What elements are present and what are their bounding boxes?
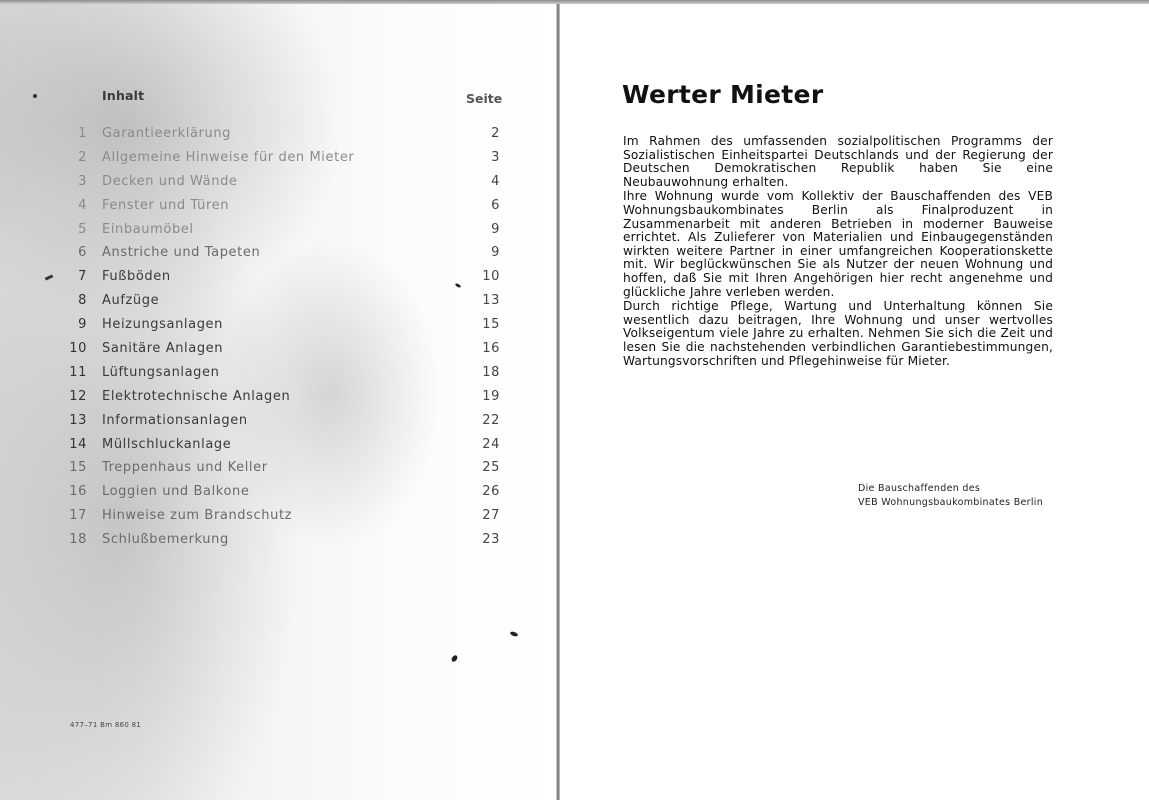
toc-entry-number: 10 — [69, 341, 87, 357]
signature-block — [858, 482, 1043, 509]
toc-entry — [0, 265, 558, 289]
toc-entry-page: 23 — [482, 532, 500, 548]
toc-entry-page: 13 — [482, 293, 500, 309]
toc-entry — [0, 122, 558, 146]
page-heading: Werter Mieter — [622, 80, 824, 109]
toc-entry-number: 17 — [69, 508, 87, 524]
toc-entry-label: Informationsanlagen — [102, 412, 248, 428]
toc-entry-label: Decken und Wände — [102, 173, 238, 189]
toc-entry-label: Allgemeine Hinweise für den Mieter — [102, 149, 355, 165]
toc-entry-page: 9 — [491, 245, 500, 261]
toc-entry — [0, 361, 558, 385]
toc-entry-label: Heizungsanlagen — [102, 317, 223, 333]
toc-entry-number: 2 — [78, 149, 87, 165]
toc-entry-label: Loggien und Balkone — [102, 484, 250, 500]
toc-entry-label: Müllschluckanlage — [102, 436, 232, 452]
toc-entry-label: Anstriche und Tapeten — [102, 245, 261, 261]
toc-entry-label: Lüftungsanlagen — [102, 364, 220, 380]
paragraph: Im Rahmen des umfassenden sozialpolitischen Programms der Sozialistischen Einheitspartei Deutschlands und der Regierung der Deutschen Demokratischen Republik haben Sie eine Neubauwohnung erhalten. — [623, 134, 1053, 189]
toc-entry — [0, 385, 558, 409]
signature-line: Die Bauschaffenden des — [858, 483, 981, 494]
toc-entry-number: 15 — [69, 460, 87, 476]
right-page-letter — [560, 4, 1149, 800]
speck-mark — [510, 631, 519, 637]
toc-entry-page: 2 — [491, 126, 500, 141]
toc-entry-label: Schlußbemerkung — [102, 532, 229, 548]
left-page-table-of-contents — [0, 4, 558, 800]
toc-entry — [0, 170, 558, 194]
paragraph: Ihre Wohnung wurde vom Kollektiv der Bauschaffenden des VEB Wohnungsbaukombinates Berlin als Finalproduzent in Zusammenarbeit mit anderen Betrieben in moderner Bauweise errichtet. Als Zulieferer von Materialien und Einbaugegenständen wirkten weitere Partner in einer umfangreichen Kooperationskette mit. Wir beglückwünschen Sie als Nutzer der neuen Wohnung und hoffen, daß Sie mit Ihren Angehörigen hier recht angenehme und glückliche Jahre verleben werden. — [623, 189, 1053, 299]
toc-list — [0, 122, 558, 552]
toc-entry-page: 15 — [482, 317, 500, 333]
toc-entry-number: 16 — [69, 484, 87, 500]
toc-entry-page: 6 — [491, 197, 500, 213]
toc-entry-number: 14 — [69, 436, 87, 452]
toc-entry — [0, 456, 558, 480]
toc-title: Inhalt — [102, 88, 145, 103]
toc-entry — [0, 337, 558, 361]
toc-entry — [0, 289, 558, 313]
toc-entry-page: 9 — [491, 221, 500, 237]
toc-entry-label: Einbaumöbel — [102, 221, 194, 237]
toc-entry-number: 13 — [69, 412, 87, 428]
toc-entry — [0, 313, 558, 337]
toc-entry-number: 5 — [78, 221, 87, 237]
toc-entry-number: 18 — [69, 532, 87, 548]
toc-entry — [0, 504, 558, 528]
toc-entry — [0, 241, 558, 265]
toc-entry-label: Fußböden — [102, 269, 171, 285]
toc-entry-label: Garantieerklärung — [102, 126, 232, 141]
toc-entry-page: 26 — [482, 484, 500, 500]
signature-line: VEB Wohnungsbaukombinates Berlin — [858, 496, 1044, 508]
toc-entry-page: 27 — [482, 508, 500, 524]
margin-dot-mark — [33, 94, 37, 98]
toc-entry-number: 12 — [69, 388, 87, 404]
toc-entry-number: 9 — [78, 317, 87, 333]
toc-entry-page: 24 — [482, 436, 500, 452]
toc-entry-page: 25 — [482, 460, 500, 476]
toc-entry-label: Aufzüge — [102, 293, 160, 309]
toc-entry-page: 4 — [491, 173, 500, 189]
toc-entry-number: 1 — [78, 126, 87, 141]
toc-entry-label: Sanitäre Anlagen — [102, 341, 224, 357]
toc-entry-label: Treppenhaus und Keller — [102, 460, 268, 476]
toc-entry — [0, 146, 558, 170]
toc-page-column-label: Seite — [466, 91, 503, 106]
toc-entry-number: 8 — [78, 293, 87, 309]
toc-entry — [0, 528, 558, 552]
toc-entry — [0, 433, 558, 457]
toc-entry — [0, 409, 558, 433]
toc-entry — [0, 480, 558, 504]
toc-entry-page: 16 — [482, 341, 500, 357]
toc-entry-label: Elektrotechnische Anlagen — [102, 388, 291, 404]
toc-entry-number: 6 — [78, 245, 87, 261]
toc-entry — [0, 218, 558, 242]
toc-entry-page: 19 — [482, 388, 500, 404]
toc-entry-label: Fenster und Türen — [102, 197, 230, 213]
toc-entry-number: 4 — [78, 197, 87, 213]
toc-entry-page: 22 — [482, 412, 500, 428]
toc-entry-number: 3 — [78, 173, 87, 189]
toc-entry-page: 10 — [482, 269, 500, 285]
toc-entry-label: Hinweise zum Brandschutz — [102, 508, 293, 524]
toc-entry-number: 11 — [69, 364, 87, 380]
toc-entry-page: 3 — [491, 149, 500, 165]
paragraph: Durch richtige Pflege, Wartung und Unterhaltung können Sie wesentlich dazu beitragen, Ihre Wohnung und unser wertvolles Volkseigentum viele Jahre zu erhalten. Nehmen Sie sich die Zeit und lesen Sie die nachstehenden verbindlichen Garantiebestimmungen, Wartungsvorschriften und Pflegehinweise für Mieter. — [623, 299, 1053, 368]
letter-body — [623, 135, 1053, 368]
toc-entry — [0, 194, 558, 218]
toc-entry-page: 18 — [482, 364, 500, 380]
print-code: 477–71 Bm 860 81 — [70, 721, 142, 729]
toc-entry-number: 7 — [78, 269, 87, 285]
speck-mark — [450, 654, 458, 663]
